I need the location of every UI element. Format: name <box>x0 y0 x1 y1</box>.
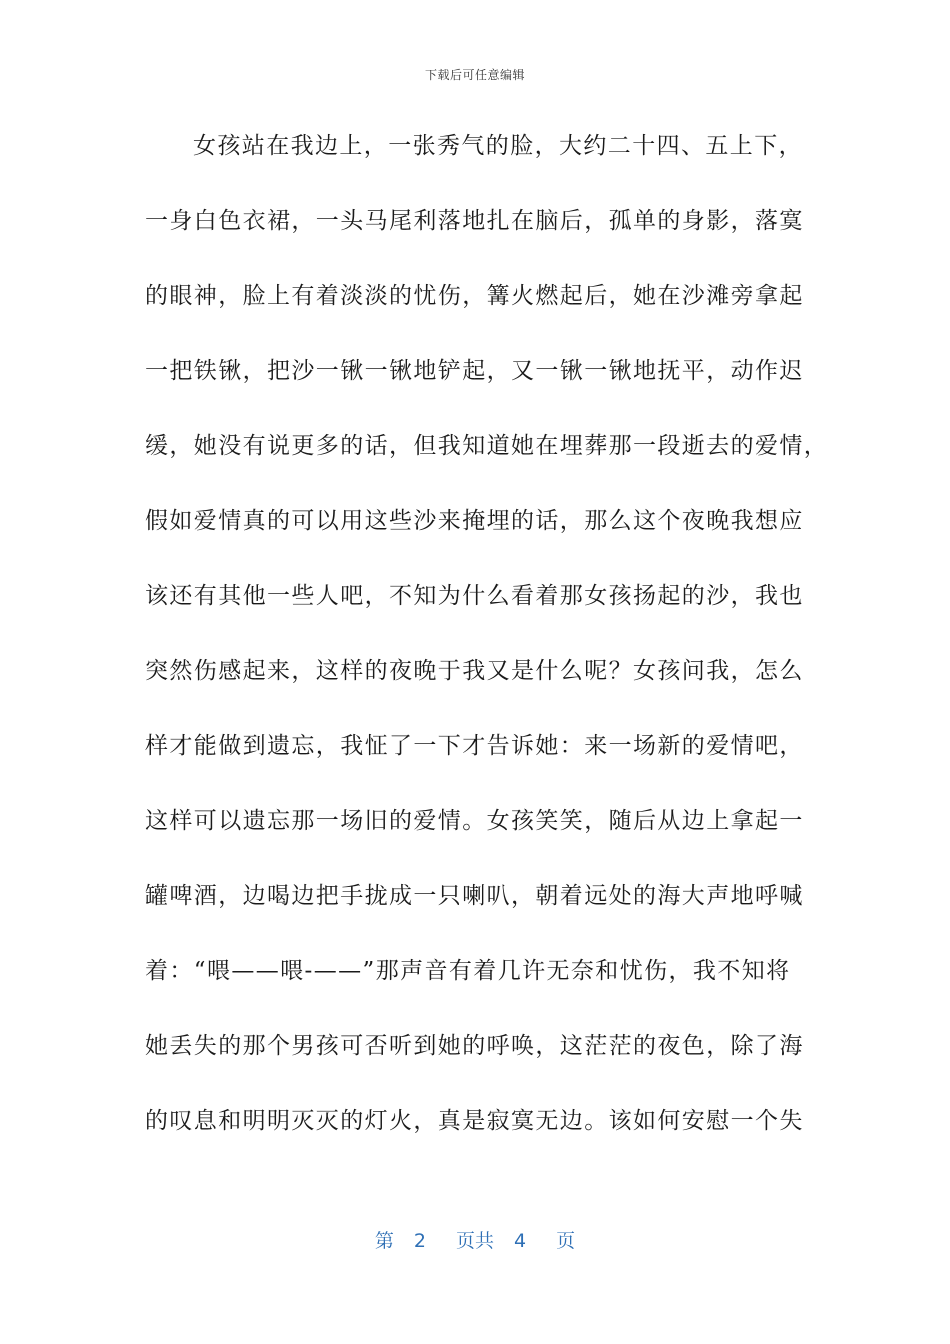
page-header-note: 下载后可任意编辑 <box>424 68 525 82</box>
text-line: 缓，她没有说更多的话，但我知道她在埋葬那一段逝去的爱情， <box>145 433 829 459</box>
text-line: 女孩站在我边上，一张秀气的脸，大约二十四、五上下， <box>193 133 803 159</box>
text-line: 她丢失的那个男孩可否听到她的呼唤，这茫茫的夜色，除了海 <box>145 1033 804 1059</box>
text-line: 的眼神，脸上有着淡淡的忧伤，篝火燃起后，她在沙滩旁拿起 <box>145 283 804 309</box>
text-line: 样才能做到遗忘，我怔了一下才告诉她：来一场新的爱情吧， <box>145 733 804 759</box>
text-line: 的叹息和明明灭灭的灯火，真是寂寞无边。该如何安慰一个失 <box>145 1108 804 1134</box>
text-line: 一身白色衣裙，一头马尾利落地扎在脑后，孤单的身影，落寞 <box>145 208 804 234</box>
text-line: 这样可以遗忘那一场旧的爱情。女孩笑笑，随后从边上拿起一 <box>145 808 804 834</box>
page-footer <box>0 1226 950 1253</box>
text-line: 着：“喂——喂-——”那声音有着几许无奈和忧伤，我不知将 <box>145 958 791 984</box>
footer-middle: 页共 <box>455 1230 494 1252</box>
footer-prefix: 第 <box>374 1230 394 1252</box>
document-body <box>145 128 829 1178</box>
footer-suffix: 页 <box>556 1230 576 1252</box>
current-page-number: 2 <box>413 1230 426 1252</box>
text-line: 该还有其他一些人吧，不知为什么看着那女孩扬起的沙，我也 <box>145 583 804 609</box>
text-line: 一把铁锹，把沙一锹一锹地铲起，又一锹一锹地抚平，动作迟 <box>145 358 804 384</box>
text-line: 罐啤酒，边喝边把手拢成一只喇叭，朝着远处的海大声地呼喊 <box>145 883 804 909</box>
text-line: 假如爱情真的可以用这些沙来掩埋的话，那么这个夜晚我想应 <box>145 508 804 534</box>
text-line: 突然伤感起来，这样的夜晚于我又是什么呢？女孩问我，怎么 <box>145 658 804 684</box>
total-pages-number: 4 <box>514 1230 527 1252</box>
